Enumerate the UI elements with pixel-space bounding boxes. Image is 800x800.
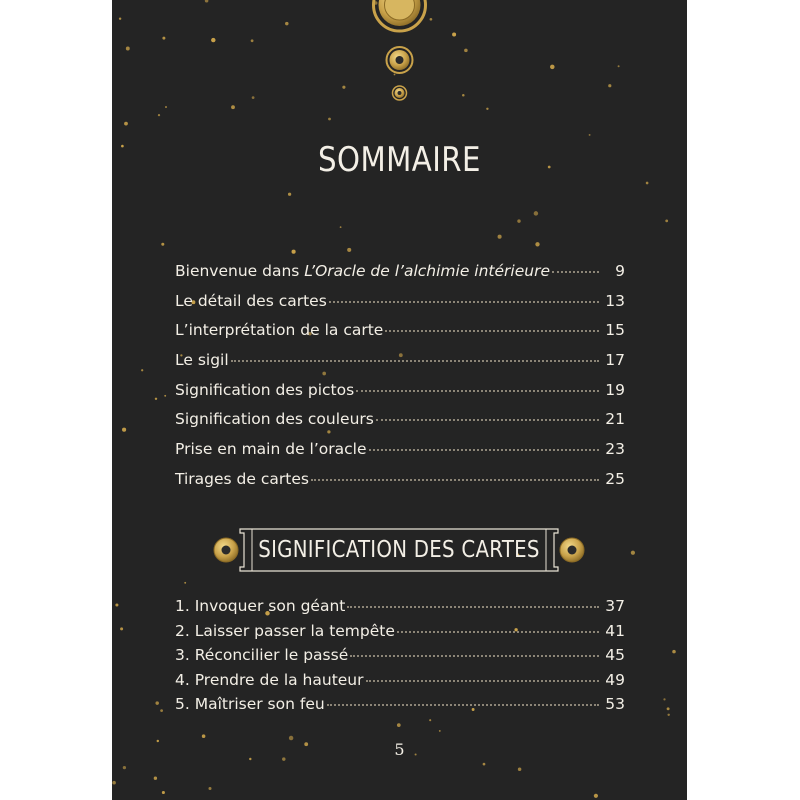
dot-leader: [329, 301, 599, 303]
section-title: SIGNIFICATION DES CARTES: [258, 537, 540, 563]
toc-entry[interactable]: [175, 381, 625, 411]
gold-dot: [161, 243, 164, 246]
card-entry[interactable]: [175, 695, 625, 720]
card-entry-page: 53: [605, 695, 625, 713]
gold-dot: [517, 219, 520, 222]
gold-dot: [663, 698, 665, 700]
gold-dot: [397, 723, 401, 727]
book-title-italic: L’Oracle de l’alchimie intérieure: [304, 262, 550, 280]
gold-dot: [483, 763, 486, 766]
toc-entry-label: Tirages de cartes: [175, 469, 309, 488]
gold-dot: [594, 794, 598, 798]
gold-dot: [667, 707, 670, 710]
toc-entry[interactable]: [175, 262, 625, 292]
toc-entry-label: Prise en main de l’oracle: [175, 440, 367, 459]
gold-dot: [646, 182, 649, 185]
card-entry[interactable]: [175, 622, 625, 647]
card-entry-label: 3. Réconcilier le passé: [175, 646, 349, 664]
page-number: 5: [394, 740, 405, 759]
toc-entry-label: Signification des couleurs: [175, 410, 374, 429]
gold-dot: [123, 766, 126, 769]
gold-dot: [160, 709, 163, 712]
gold-dot: [121, 145, 124, 148]
gold-dot: [439, 730, 441, 732]
card-entry-page: 37: [605, 597, 625, 615]
toc-entry[interactable]: [175, 410, 625, 440]
toc-entry[interactable]: [175, 292, 625, 322]
card-list: [175, 597, 625, 720]
gold-dot: [124, 122, 128, 126]
section-banner: [208, 525, 590, 575]
dot-leader: [369, 449, 600, 451]
page-title: SOMMAIRE: [318, 140, 481, 180]
gold-dot: [518, 768, 522, 772]
table-of-contents: [175, 262, 625, 500]
gold-dot: [122, 428, 126, 432]
card-entry-page: 49: [605, 670, 625, 689]
gold-dot: [672, 650, 676, 654]
gold-dot: [184, 582, 186, 584]
gold-dot: [631, 551, 635, 555]
toc-entry-label: Le sigil: [175, 351, 229, 370]
toc-entry-label: L’interprétation de la carte: [175, 321, 384, 340]
card-entry[interactable]: [175, 671, 625, 696]
gold-dot: [202, 734, 206, 738]
gold-dot: [589, 134, 591, 136]
card-entry[interactable]: [175, 646, 625, 671]
gold-dot: [162, 791, 165, 794]
dot-leader: [347, 606, 599, 608]
toc-entry[interactable]: [175, 351, 625, 381]
gold-dot: [112, 781, 116, 785]
dot-leader: [231, 360, 599, 362]
toc-entry-page: 13: [605, 291, 625, 310]
gold-dot: [340, 226, 342, 228]
gold-dot: [347, 248, 351, 252]
gold-dot: [164, 395, 166, 397]
gold-dot: [155, 701, 158, 704]
gold-dot: [292, 250, 296, 254]
gold-dot: [535, 242, 539, 246]
card-entry[interactable]: [175, 597, 625, 622]
gold-dot: [288, 193, 291, 196]
dot-leader: [397, 631, 599, 633]
gold-dot: [665, 220, 668, 223]
dot-leader: [376, 419, 599, 421]
toc-entry-page: 21: [605, 410, 625, 429]
gold-dot: [120, 627, 123, 630]
book-page: [112, 0, 687, 800]
alchemy-coin-ornament-icon: [112, 0, 687, 120]
toc-entry[interactable]: [175, 321, 625, 351]
card-entry-label: 2. Laisser passer la tempête: [175, 621, 395, 640]
toc-entry-page: 23: [605, 440, 625, 459]
gold-dot: [154, 777, 157, 780]
dot-leader: [327, 704, 599, 706]
gold-dot: [534, 211, 538, 215]
dot-leader: [552, 271, 599, 273]
dot-leader: [385, 330, 599, 332]
card-entry-label: 4. Prendre de la hauteur: [175, 670, 364, 689]
gold-dot: [155, 398, 157, 400]
toc-entry-page: 19: [605, 380, 625, 399]
card-entry-page: 41: [605, 621, 625, 640]
toc-entry-label: Le détail des cartes: [175, 291, 327, 310]
gold-dot: [115, 603, 118, 606]
gold-dot: [208, 787, 211, 790]
toc-entry-page: 25: [605, 469, 625, 488]
toc-entry-label: Bienvenue dans L’Oracle de l’alchimie intérieure: [175, 262, 550, 280]
dot-leader: [350, 655, 599, 657]
gold-dot: [141, 369, 143, 371]
toc-entry[interactable]: [175, 470, 625, 500]
dot-leader: [356, 390, 599, 392]
card-entry-label: 5. Maîtriser son feu: [175, 695, 325, 713]
gold-dot: [498, 235, 502, 239]
card-entry-label: 1. Invoquer son géant: [175, 597, 346, 615]
toc-entry-page: 9: [615, 262, 625, 280]
gold-dot: [667, 714, 669, 716]
dot-leader: [311, 479, 599, 481]
toc-entry-label: Signification des pictos: [175, 380, 355, 399]
dot-leader: [366, 680, 599, 682]
toc-entry-page: 15: [605, 321, 625, 340]
card-entry-page: 45: [605, 646, 625, 664]
toc-entry-page: 17: [605, 351, 625, 370]
toc-entry[interactable]: [175, 440, 625, 470]
